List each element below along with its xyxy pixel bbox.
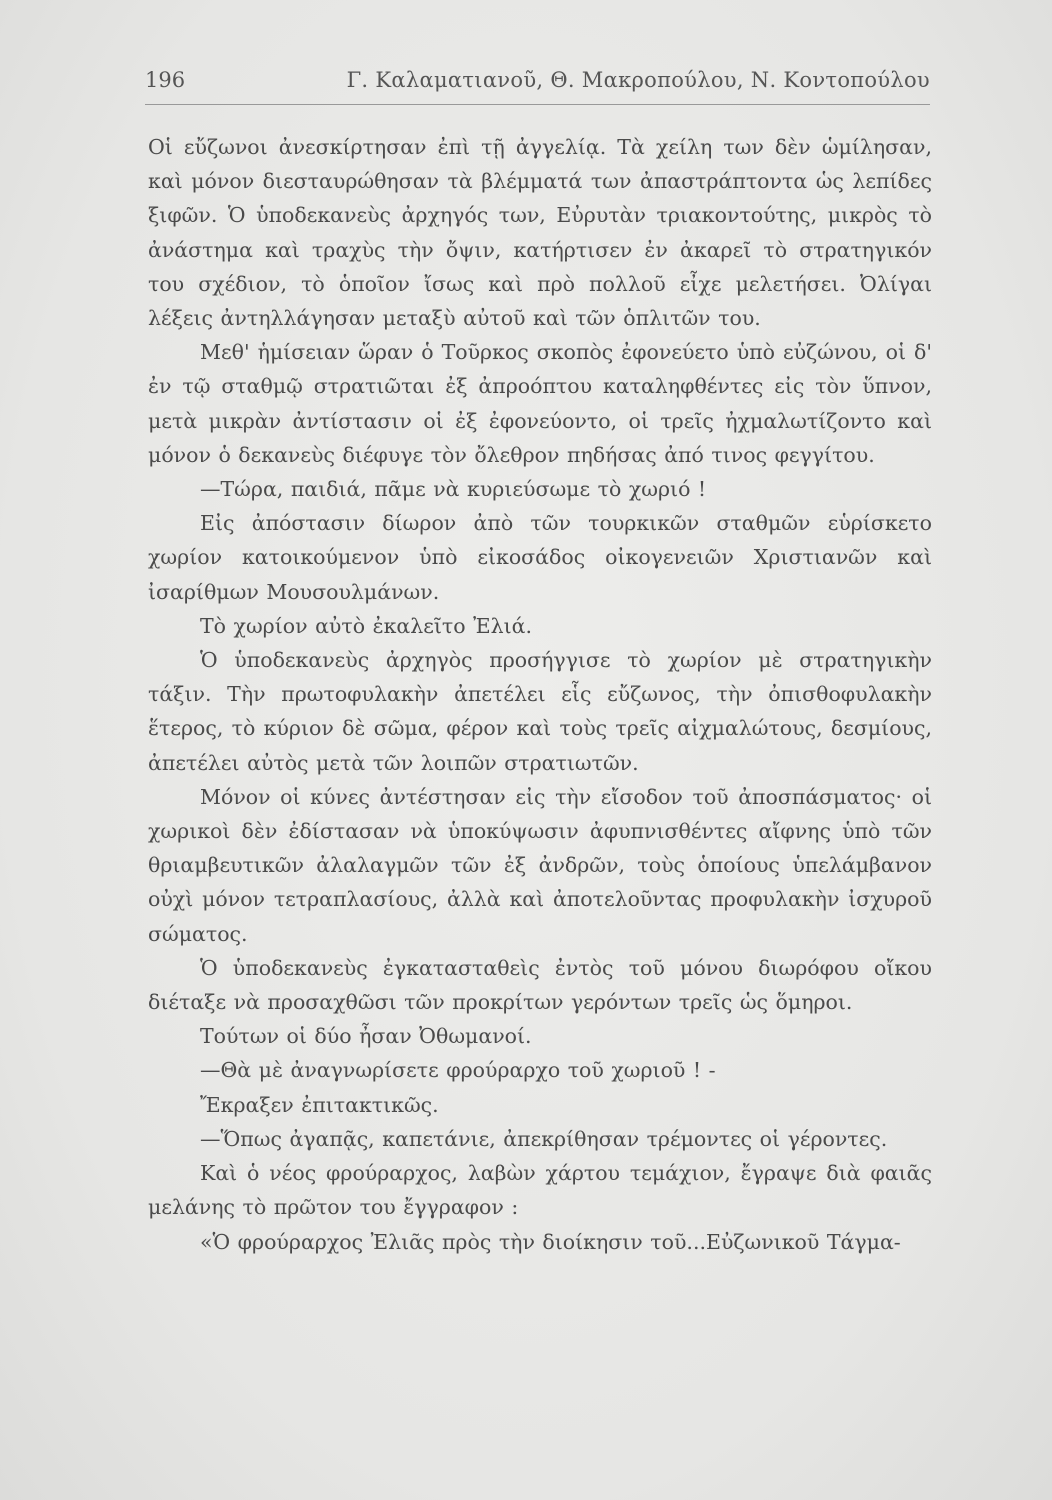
- paragraph: Μεθ' ἡμίσειαν ὥραν ὁ Τοῦρκος σκοπὸς ἐφονεύετο ὑπὸ εὐζώνου, οἱ δ' ἐν τῷ σταθμῷ στρατιῶται ἐξ ἀπροόπτου καταληφθέντες εἰς τὸν ὕπνον, μετὰ μικρὰν ἀντίστασιν οἱ ἐξ ἐφονεύοντο, οἱ τρεῖς ἠχμαλωτίζοντο καὶ μόνον ὁ δεκανεὺς διέφυγε τὸν ὄλεθρον πηδήσας ἀπό τινος φεγγίτου.: [148, 340, 932, 467]
- dialogue-line: —Ὅπως ἀγαπᾷς, καπετάνιε, ἀπεκρίθησαν τρέμοντες οἱ γέροντες.: [200, 1126, 888, 1151]
- dialogue-line: —Τώρα, παιδιά, πᾶμε νὰ κυριεύσωμε τὸ χωριό !: [200, 477, 707, 502]
- paragraph: Οἱ εὔζωνοι ἀνεσκίρτησαν ἐπὶ τῇ ἀγγελίᾳ. Τὰ χείλη των δὲν ὡμίλησαν, καὶ μόνον διεσταυρώθησαν τὰ βλέμματά των ἀπαστράπτοντα ὡς λεπίδες ξιφῶν. Ὁ ὑποδεκανεὺς ἀρχηγός των, Εὐρυτὰν τριακοντούτης, μικρὸς τὸ ἀνάστημα καὶ τραχὺς τὴν ὄψιν, κατήρτισεν ἐν ἀκαρεῖ τὸ στρατηγικόν του σχέδιον, τὸ ὁποῖον ἴσως καὶ πρὸ πολλοῦ εἶχε μελετήσει. Ὀλίγαι λέξεις ἀντηλλάγησαν μεταξὺ αὐτοῦ καὶ τῶν ὁπλιτῶν του.: [148, 135, 932, 331]
- paragraph: Καὶ ὁ νέος φρούραρχος, λαβὼν χάρτου τεμάχιον, ἔγραψε διὰ φαιᾶς μελάνης τὸ πρῶτον του ἔγγραφον :: [148, 1161, 932, 1220]
- page-number: 196: [145, 68, 186, 92]
- paragraph: Ἔκραξεν ἐπιτακτικῶς.: [200, 1092, 439, 1117]
- page-header: [145, 68, 930, 98]
- header-rule: [145, 104, 930, 105]
- dialogue-line: —Θὰ μὲ ἀναγνωρίσετε φρούραρχο τοῦ χωριοῦ ! -: [200, 1058, 716, 1083]
- paragraph: Ὁ ὑποδεκανεὺς ἐγκατασταθεὶς ἐντὸς τοῦ μόνου διωρόφου οἴκου διέταξε νὰ προσαχθῶσι τῶν προκρίτων γερόντων τρεῖς ὡς ὅμηροι.: [148, 955, 932, 1015]
- paragraph: Τὸ χωρίον αὐτὸ ἐκαλεῖτο Ἐλιά.: [200, 613, 532, 638]
- paragraph: Εἰς ἀπόστασιν δίωρον ἀπὸ τῶν τουρκικῶν σταθμῶν εὑρίσκετο χωρίον κατοικούμενον ὑπὸ εἰκοσάδος οἰκογενειῶν Χριστιανῶν καὶ ἰσαρίθμων Μουσουλμάνων.: [148, 511, 932, 604]
- body-text: [148, 130, 932, 1259]
- paragraph: Τούτων οἱ δύο ἦσαν Ὀθωμανοί.: [200, 1024, 532, 1049]
- paragraph: Μόνον οἱ κύνες ἀντέστησαν εἰς τὴν εἴσοδον τοῦ ἀποσπάσματος· οἱ χωρικοὶ δὲν ἐδίστασαν νὰ ὑποκύψωσιν ἀφυπνισθέντες αἴφνης ὑπὸ τῶν θριαμβευτικῶν ἀλαλαγμῶν τῶν ἐξ ἀνδρῶν, τοὺς ὁποίους ὑπελάμβανον οὐχὶ μόνον τετραπλασίους, ἀλλὰ καὶ ἀποτελοῦντας προφυλακὴν ἰσχυροῦ σώματος.: [148, 784, 932, 946]
- quoted-document-start: «Ὁ φρούραρχος Ἐλιᾶς πρὸς τὴν διοίκησιν τοῦ...Εὐζωνικοῦ Τάγμα-: [200, 1229, 901, 1254]
- running-head: Γ. Καλαματιανοῦ, Θ. Μακροπούλου, Ν. Κοντοπούλου: [346, 68, 930, 92]
- paragraph: Ὁ ὑποδεκανεὺς ἀρχηγὸς προσήγγισε τὸ χωρίον μὲ στρατηγικὴν τάξιν. Τὴν πρωτοφυλακὴν ἀπετέλει εἷς εὔζωνος, τὴν ὀπισθοφυλακὴν ἕτερος, τὸ κύριον δὲ σῶμα, φέρον καὶ τοὺς τρεῖς αἰχμαλώτους, δεσμίους, ἀπετέλει αὐτὸς μετὰ τῶν λοιπῶν στρατιωτῶν.: [148, 648, 932, 775]
